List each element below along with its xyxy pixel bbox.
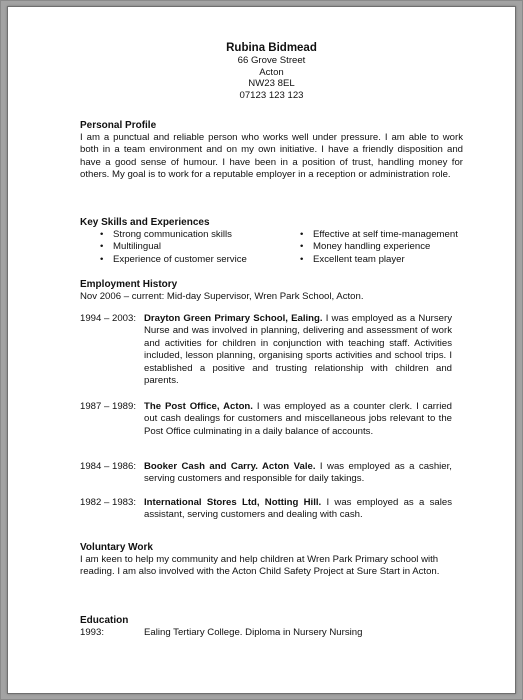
job-years: 1982 – 1983: [80,497,137,508]
job-employer: Drayton Green Primary School, Ealing. [144,313,323,324]
employment-history-section [80,279,463,303]
address-line-postcode: NW23 8EL [248,78,295,90]
job-employer: The Post Office, Acton. [144,401,253,412]
skill-item: • Experience of customer service [100,254,300,266]
job-entry [80,401,463,438]
education-section [80,615,463,639]
job-entry [80,313,463,387]
address-line-street: 66 Grove Street [237,55,306,66]
skill-item: • Strong communication skills [100,229,300,241]
address-line-town: Acton [259,66,284,78]
job-text: I was employed as a sales assistant, serving customers and dealing with cash. [144,497,452,521]
job-description [144,313,452,387]
skill-item: • Effective at self time-management [300,229,463,241]
job-years: 1987 – 1989: [80,401,137,412]
job-text: I was employed as a cashier, serving customers and responsible for daily takings. [144,461,452,485]
section-heading-skills: Key Skills and Experiences [80,217,210,228]
section-heading-education: Education [80,615,129,626]
job-description [144,497,452,522]
skills-column-1 [80,229,300,266]
skill-item: • Excellent team player [300,254,463,266]
job-description [144,461,452,486]
voluntary-work-section [80,542,463,579]
job-employer: Booker Cash and Carry. Acton Vale. [144,461,316,472]
cv-page [7,6,516,694]
job-text: I was employed as a counter clerk. I carried out cash dealings for customers and miscellaneous jobs relevant to the Post Office culminating in a daily balance of accounts. [144,401,452,437]
job-entry [80,497,463,522]
job-text: I was employed as a Nursery Nurse and was involved in planning, delivering and assessment of work and activities for children in conjunction with teaching staff. Activities included, lesson planning, organising sports activities and school trips. I established a positive and trusting relationship with children and parents. [144,313,452,387]
skill-item: • Multilingual [100,241,300,253]
education-entry [80,627,463,639]
education-text: Ealing Tertiary College. Diploma in Nursery Nursing [144,627,363,638]
job-years: 1994 – 2003: [80,313,137,324]
skills-list [80,229,463,266]
skill-item: • Money handling experience [300,241,463,253]
profile-text: I am a punctual and reliable person who works well under pressure. I am able to work both in a team environment and on my own initiative. I have a friendly disposition and have a good sense of humour. I have been in a position of trust, handling money for others. My goal is to work for a reputable employer in a reception or administration role. [80,132,463,181]
phone-number: 07123 123 123 [239,89,304,101]
education-year: 1993: [80,627,105,638]
section-heading-voluntary: Voluntary Work [80,542,153,553]
section-heading-employment: Employment History [80,279,178,290]
voluntary-text: I am keen to help my community and help children at Wren Park Primary school with reading. I am also involved with the Acton Child Safety Project at Sure Start in Acton. [80,554,440,578]
job-employer: International Stores Ltd, Notting Hill. [144,497,322,508]
cv-header [80,42,463,101]
skills-column-2 [300,229,463,266]
job-description [144,401,452,438]
job-years: 1984 – 1986: [80,461,137,472]
current-job: Nov 2006 – current: Mid-day Supervisor, Wren Park School, Acton. [80,291,364,302]
section-heading-profile: Personal Profile [80,120,157,131]
job-entry [80,461,463,486]
candidate-name: Rubina Bidmead [226,42,317,54]
key-skills-section [80,217,463,266]
personal-profile-section [80,120,463,182]
